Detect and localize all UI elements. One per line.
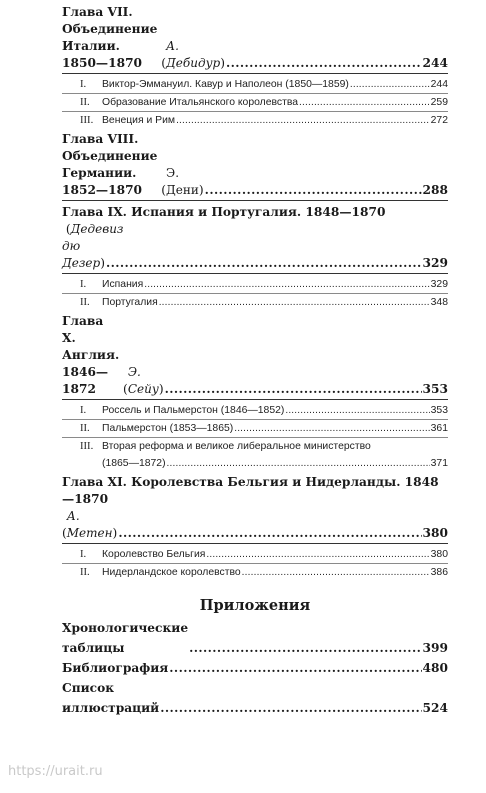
- appendix-title: Библиография: [62, 661, 169, 675]
- leader-dots: [226, 55, 422, 72]
- section-title: Виктор-Эммануил. Кавур и Наполеон (1850—1859): [102, 79, 349, 90]
- appendix-entry[interactable]: [62, 678, 448, 718]
- section-entry[interactable]: [62, 420, 448, 438]
- leader-dots: [206, 546, 429, 563]
- section-title: Пальмерстон (1853—1865): [102, 423, 234, 434]
- section-entry[interactable]: [62, 564, 448, 581]
- chapter-page: 329: [422, 256, 448, 270]
- appendix-title: Список иллюстраций: [62, 681, 160, 715]
- chapter-page: 288: [422, 183, 448, 197]
- section-page: 348: [430, 297, 448, 308]
- section-title: Королевство Бельгия: [102, 549, 206, 560]
- section-list: [62, 274, 448, 313]
- chapter-title: Глава XI. Королевства Бельгия и Нидерланды. 1848—1870: [62, 475, 439, 506]
- section-title: Образование Итальянского королевства: [102, 97, 299, 108]
- appendix-entry[interactable]: [62, 658, 448, 678]
- chapter-page: 380: [422, 526, 448, 540]
- section-title-first: Вторая реформа и великое либеральное министерство: [102, 441, 371, 452]
- appendix-entry[interactable]: [62, 618, 448, 658]
- section-entry[interactable]: [62, 402, 448, 420]
- leader-dots: [234, 420, 429, 437]
- chapter-title: Глава VII. Объединение Италии. 1850—1870: [62, 5, 158, 70]
- section-page: 272: [430, 115, 448, 126]
- leader-dots: [189, 638, 421, 658]
- appendix-title: Хронологические таблицы: [62, 621, 189, 655]
- section-entry[interactable]: [62, 438, 448, 472]
- section-page: 259: [430, 97, 448, 108]
- section-title-second: (1865—1872): [102, 458, 166, 469]
- leader-dots: [285, 402, 429, 419]
- chapter-page: 353: [422, 382, 448, 396]
- chapter-title: Глава IX. Испания и Португалия. 1848—1870: [62, 205, 386, 219]
- leader-dots: [205, 182, 422, 199]
- section-page: 380: [430, 549, 448, 560]
- leader-dots: [160, 698, 421, 718]
- section-list: [62, 544, 448, 583]
- chapter-author-second: дю Дезер: [62, 239, 101, 270]
- section-number: I.: [80, 279, 87, 290]
- section-page: 244: [430, 79, 448, 90]
- leader-dots: [167, 455, 430, 472]
- leader-dots: [165, 381, 422, 398]
- appendices-heading: Приложения: [199, 597, 311, 614]
- chapter-heading[interactable]: Глава X. Англия. 1846—1872 ( Э. Сейу ) ..... 353: [62, 313, 448, 400]
- leader-dots: [159, 294, 430, 311]
- section-list: [62, 400, 448, 474]
- section-number: I.: [80, 79, 87, 90]
- chapter-title: Глава VIII. Объединение Германии. 1852—1870: [62, 132, 158, 197]
- chapter-author-first: Дедевиз: [70, 222, 124, 236]
- section-entry[interactable]: [62, 112, 448, 129]
- appendix-page: 399: [422, 641, 448, 655]
- appendix-page: 524: [422, 701, 448, 715]
- leader-dots: [350, 76, 430, 93]
- watermark-text: https://urait.ru: [8, 764, 103, 779]
- section-title: Португалия: [102, 297, 158, 308]
- table-of-contents: [62, 4, 448, 718]
- section-number: I.: [80, 549, 87, 560]
- section-title: Россель и Пальмерстон (1846—1852): [102, 405, 285, 416]
- chapter-author: А. Метен: [66, 509, 113, 540]
- section-page: 329: [430, 279, 448, 290]
- section-page: 371: [430, 458, 448, 469]
- chapter-heading[interactable]: Глава VIII. Объединение Германии. 1852—1870 ( Э. Дени ) ..... 288: [62, 131, 448, 201]
- leader-dots: [144, 276, 429, 293]
- chapter-author: Э. Дени: [166, 166, 199, 197]
- section-title: Нидерландское королевство: [102, 567, 241, 578]
- leader-dots: [176, 112, 430, 129]
- leader-dots: [242, 564, 430, 581]
- chapter-heading[interactable]: Глава VII. Объединение Италии. 1850—1870 ( А. Дебидур ) ..... 244: [62, 4, 448, 74]
- section-page: 361: [430, 423, 448, 434]
- section-entry[interactable]: [62, 76, 448, 94]
- section-number: II.: [80, 423, 90, 434]
- leader-dots: [106, 255, 422, 272]
- section-number: II.: [80, 567, 90, 578]
- chapter-title: Глава X. Англия. 1846—1872: [62, 314, 120, 396]
- section-list: [62, 74, 448, 131]
- section-number: III.: [80, 115, 94, 126]
- section-title: Испания: [102, 279, 144, 290]
- chapter-heading[interactable]: Глава IX. Испания и Португалия. 1848—1870 (Дедевиз дю Дезер ) ..... 329: [62, 204, 448, 274]
- section-number: I.: [80, 405, 87, 416]
- section-number: III.: [80, 441, 94, 452]
- section-entry[interactable]: [62, 546, 448, 564]
- section-number: II.: [80, 97, 90, 108]
- chapter-author: Э. Сейу: [127, 365, 159, 396]
- leader-dots: [169, 658, 421, 678]
- leader-dots: [299, 94, 430, 111]
- section-entry[interactable]: [62, 294, 448, 311]
- chapter-page: 244: [422, 56, 448, 70]
- section-page: 353: [430, 405, 448, 416]
- chapter-author: А. Дебидур: [166, 39, 221, 70]
- section-entry[interactable]: [62, 94, 448, 112]
- section-number: II.: [80, 297, 90, 308]
- leader-dots: [118, 525, 421, 542]
- appendix-page: 480: [422, 661, 448, 675]
- section-title: Венеция и Рим: [102, 115, 176, 126]
- section-page: 386: [430, 567, 448, 578]
- section-entry[interactable]: [62, 276, 448, 294]
- chapter-heading[interactable]: Глава XI. Королевства Бельгия и Нидерланды. 1848—1870 ( А. Метен ) ..... 380: [62, 474, 448, 544]
